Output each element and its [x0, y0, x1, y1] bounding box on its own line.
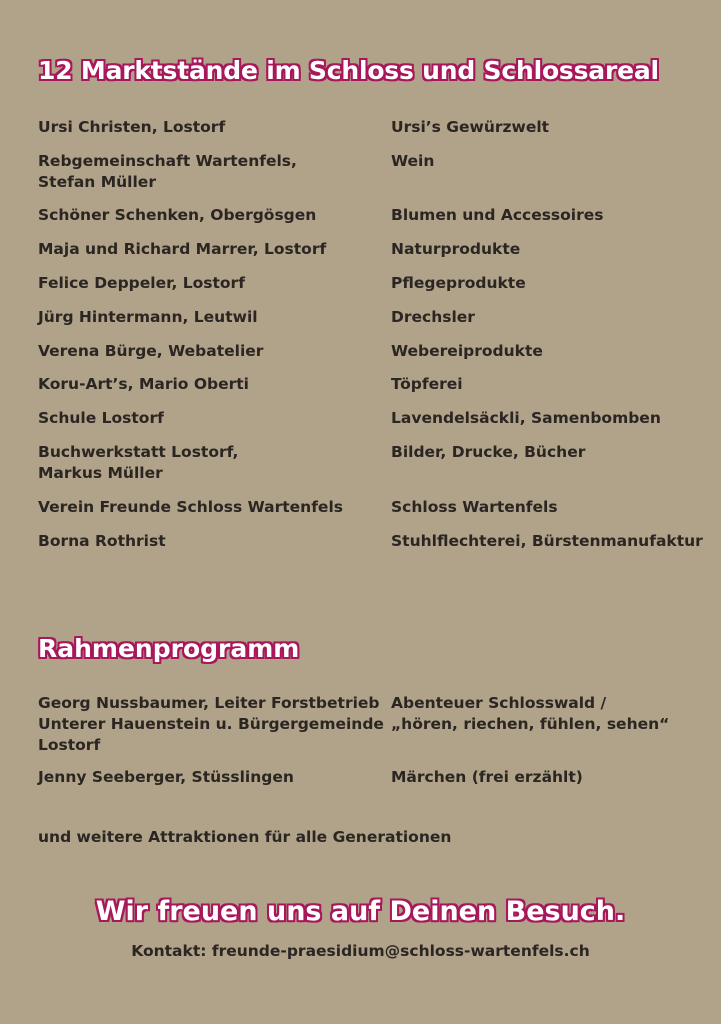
exhibitor-offer: [391, 239, 711, 260]
text-line: Naturprodukte: [391, 240, 521, 258]
text-line: Webereiprodukte: [391, 342, 543, 360]
exhibitor-name: [38, 767, 378, 788]
exhibitor-name: [38, 408, 378, 429]
text-line: Wein: [391, 152, 435, 170]
exhibitor-offer: [391, 531, 711, 552]
exhibitor-name: [38, 273, 378, 294]
exhibitor-offer: [391, 307, 711, 328]
exhibitor-offer: [391, 497, 711, 518]
text-line: Ursi Christen, Lostorf: [38, 118, 226, 136]
market-title: 12 Marktstände im Schloss und Schlossareal: [38, 56, 659, 85]
exhibitor-name: [38, 239, 378, 260]
exhibitor-offer: [391, 273, 711, 294]
exhibitor-name: [38, 442, 378, 484]
text-line: Stefan Müller: [38, 173, 156, 191]
text-line: Märchen (frei erzählt): [391, 768, 583, 786]
exhibitor-offer: [391, 442, 711, 463]
exhibitor-name: [38, 374, 378, 395]
text-line: Blumen und Accessoires: [391, 206, 604, 224]
exhibitor-offer: [391, 767, 711, 788]
text-line: Georg Nussbaumer, Leiter Forstbetrieb: [38, 694, 380, 712]
exhibitor-offer: [391, 151, 711, 172]
text-line: Pflegeprodukte: [391, 274, 526, 292]
text-line: Schloss Wartenfels: [391, 498, 558, 516]
text-line: Verena Bürge, Webatelier: [38, 342, 264, 360]
text-line: Stuhlflechterei, Bürstenmanufaktur: [391, 532, 703, 550]
text-line: Koru-Art’s, Mario Oberti: [38, 375, 249, 393]
exhibitor-offer: [391, 117, 711, 138]
exhibitor-name: [38, 307, 378, 328]
exhibitor-offer: [391, 693, 711, 735]
text-line: Schule Lostorf: [38, 409, 164, 427]
text-line: Rebgemeinschaft Wartenfels,: [38, 152, 297, 170]
exhibitor-name: [38, 341, 378, 362]
text-line: Lostorf: [38, 736, 101, 754]
exhibitor-name: [38, 497, 378, 518]
text-line: Ursi’s Gewürzwelt: [391, 118, 550, 136]
closing-message: Wir freuen uns auf Deinen Besuch.: [95, 896, 626, 927]
text-line: Bilder, Drucke, Bücher: [391, 443, 586, 461]
exhibitor-name: [38, 531, 378, 552]
exhibitor-name: [38, 205, 378, 226]
exhibitor-name: [38, 693, 384, 756]
exhibitor-name: [38, 117, 378, 138]
text-line: „hören, riechen, fühlen, sehen“: [391, 715, 670, 733]
text-line: Unterer Hauenstein u. Bürgergemeinde: [38, 715, 384, 733]
program-title: Rahmenprogramm: [38, 634, 300, 663]
exhibitor-offer: [391, 408, 711, 429]
exhibitor-name: [38, 151, 378, 193]
text-line: Jürg Hintermann, Leutwil: [38, 308, 258, 326]
text-line: Maja und Richard Marrer, Lostorf: [38, 240, 327, 258]
text-line: Jenny Seeberger, Stüsslingen: [38, 768, 294, 786]
exhibitor-offer: [391, 374, 711, 395]
text-line: Abenteuer Schlosswald /: [391, 694, 607, 712]
text-line: Töpferei: [391, 375, 463, 393]
text-line: Buchwerkstatt Lostorf,: [38, 443, 239, 461]
extra-attractions: und weitere Attraktionen für alle Generationen: [38, 828, 452, 846]
contact-line: Kontakt: freunde-praesidium@schloss-wartenfels.ch: [131, 942, 590, 960]
text-line: Verein Freunde Schloss Wartenfels: [38, 498, 343, 516]
text-line: Borna Rothrist: [38, 532, 166, 550]
text-line: Schöner Schenken, Obergösgen: [38, 206, 317, 224]
exhibitor-offer: [391, 341, 711, 362]
exhibitor-offer: [391, 205, 711, 226]
text-line: Felice Deppeler, Lostorf: [38, 274, 245, 292]
text-line: Lavendelsäckli, Samenbomben: [391, 409, 661, 427]
text-line: Drechsler: [391, 308, 475, 326]
text-line: Markus Müller: [38, 464, 163, 482]
